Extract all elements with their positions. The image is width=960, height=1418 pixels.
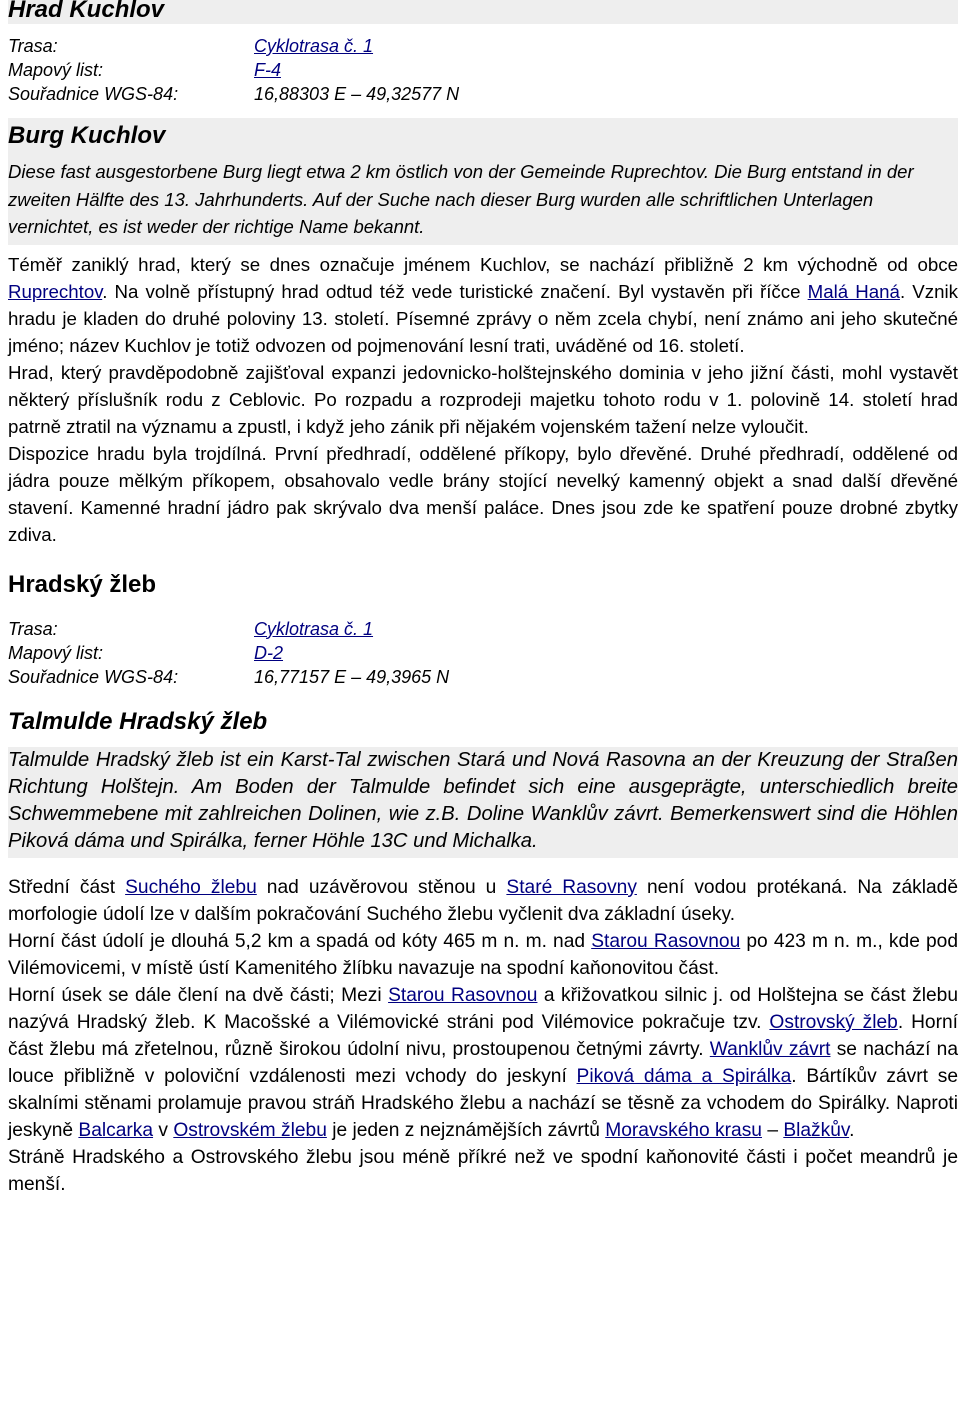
cz-text-zleb bbox=[8, 874, 958, 1198]
de-title-kuchlov: Burg Kuchlov bbox=[8, 118, 958, 158]
map-label: Mapový list: bbox=[8, 60, 104, 80]
link-ostrovskem-zlebu[interactable]: Ostrovském žlebu bbox=[173, 1119, 327, 1141]
text-run: . bbox=[849, 1119, 855, 1141]
section-title-kuchlov: Hrad Kuchlov bbox=[8, 0, 958, 24]
cz-text-kuchlov bbox=[8, 251, 958, 548]
text-run: Horní úsek se dále člení na dvě části; Mezi bbox=[8, 984, 389, 1006]
text-run: není vodou protékaná. Na základě morfologie údolí lze v dalším pokračování Suchého žlebu vyčlenit dva základní úseky. bbox=[8, 876, 959, 925]
coord-value: 16,77157 E – 49,3965 N bbox=[254, 666, 450, 687]
coord-value: 16,88303 E – 49,32577 N bbox=[254, 84, 460, 104]
link-ostrovsky-zleb[interactable]: Ostrovský žleb bbox=[769, 1011, 898, 1033]
trasa-label: Trasa: bbox=[8, 36, 58, 56]
map-link[interactable]: D-2 bbox=[254, 642, 284, 663]
text-run: . Bártíkův závrt se skalními stěnami prolamuje pravou stráň Hradského žlebu a nachází se těsně za vchodem do Spirálky. Naproti jeskyně bbox=[8, 1065, 958, 1141]
cz-paragraph: Stráně Hradského a Ostrovského žlebu jsou méně příkré než ve spodní kaňonovité části i počet meandrů je menší. bbox=[8, 1146, 958, 1195]
text-run: . Vznik hradu je kladen do druhé poloviny 13. století. Písemné zprávy o něm zcela chybí, není známo ani jeho skutečné jméno; název Kuchlov je totiž odvozen od pojmenování lesní trati, uváděné od 16. století. bbox=[8, 280, 958, 356]
de-text-kuchlov: Diese fast ausgestorbene Burg liegt etwa 2 km östlich von der Gemeinde Ruprechtov. Die Burg entstand in der zweiten Hälfte des 13. Jahrhunderts. Auf der Suche nach dieser Burg wurden alle schriftlichen Unterlagen vernichtet, es ist weder der richtige Name bekannt. bbox=[8, 158, 958, 245]
coord-label: Souřadnice WGS-84: bbox=[8, 84, 179, 104]
trasa-label: Trasa: bbox=[8, 618, 58, 639]
map-link[interactable]: F-4 bbox=[254, 60, 281, 80]
link-stare-rasovny[interactable]: Staré Rasovny bbox=[506, 876, 637, 898]
text-run: Střední část bbox=[8, 876, 126, 898]
cz-paragraph bbox=[8, 928, 958, 982]
text-run: Téměř zaniklý hrad, který se dnes označuje jménem Kuchlov, se nachází přibližně 2 km východně od obce bbox=[8, 253, 958, 275]
link-ruprechtov[interactable]: Ruprechtov bbox=[8, 280, 103, 302]
document-page bbox=[8, 0, 958, 1198]
de-text-zleb: Talmulde Hradský žleb ist ein Karst-Tal zwischen Stará und Nová Rasovna an der Kreuzung der Straßen Richtung Holštejn. Am Boden der Talmulde befindet sich eine ausgeprägte, unterschiedlich breite Schwemmebene mit zahlreichen Dolinen, wie z.B. Doline Wanklův závrt. Bemerkenswert sind die Höhlen Piková dáma und Spirálka, ferner Höhle 13C und Michalka. bbox=[8, 747, 958, 858]
link-starou-rasovnou[interactable]: Starou Rasovnou bbox=[388, 984, 538, 1006]
link-mala-hana[interactable]: Malá Haná bbox=[807, 280, 900, 302]
cz-paragraph bbox=[8, 251, 958, 359]
link-starou-rasovnou[interactable]: Starou Rasovnou bbox=[591, 930, 741, 952]
cz-paragraph: Hrad, který pravděpodobně zajišťoval expanzi jedovnicko-holštejnského dominia v jeho jižní části, mohl vystavět některý příslušník rodu z Ceblovic. Po rozpadu a rozprodeji majetku tohoto rodu v 1. polovině 14. století hrad patrně ztratil na významu a zpustl, i když jeho zánik při nějakém vojenském tažení nelze vyloučit. bbox=[8, 361, 958, 437]
trasa-link[interactable]: Cyklotrasa č. 1 bbox=[254, 36, 374, 56]
trasa-link[interactable]: Cyklotrasa č. 1 bbox=[254, 618, 374, 639]
link-wankluv-zavrt[interactable]: Wanklův závrt bbox=[709, 1038, 831, 1060]
link-moravskeho-krasu[interactable]: Moravského krasu bbox=[605, 1119, 762, 1141]
de-title-zleb: Talmulde Hradský žleb bbox=[8, 707, 268, 735]
text-run: Horní část údolí je dlouhá 5,2 km a spadá od kóty 465 m n. m. nad bbox=[8, 930, 592, 952]
text-run: je jeden z nejznámějších závrtů bbox=[326, 1119, 606, 1141]
info-block-zleb bbox=[8, 617, 958, 689]
text-run: – bbox=[761, 1119, 784, 1141]
link-sucheho-zlebu[interactable]: Suchého žlebu bbox=[125, 876, 257, 898]
cz-paragraph bbox=[8, 874, 958, 928]
link-pikova-dama[interactable]: Piková dáma a Spirálka bbox=[576, 1065, 792, 1087]
info-block-kuchlov bbox=[8, 34, 958, 106]
text-run: po 423 m n. m., kde pod Vilémovicemi, v místě ústí Kamenitého žlíbku navazuje na spodní kaňonovitou část. bbox=[8, 930, 958, 979]
text-run: a křižovatkou silnic j. od Holštejna se část žlebu nazývá Hradský žleb. K Macošské a Vilémovické stráni pod Vilémovice pokračuje tzv. bbox=[8, 984, 959, 1033]
cz-paragraph: Dispozice hradu byla trojdílná. První předhradí, oddělené příkopy, bylo dřevěné. Druhé předhradí, oddělené od jádra pouze mělkým příkopem, obsahovalo vedle brány stojící nevelký kamenný objekt a snad další dřevěné stavení. Kamenné hradní jádro pak skrývalo dva menší paláce. Dnes jsou zde ke spatření pouze drobné zbytky zdiva. bbox=[8, 442, 958, 545]
link-balcarka[interactable]: Balcarka bbox=[78, 1119, 154, 1141]
text-run: v bbox=[153, 1119, 174, 1141]
coord-label: Souřadnice WGS-84: bbox=[8, 666, 179, 687]
text-run: se nachází na louce přibližně v poloviční vzdálenosti mezi vchody do jeskyní bbox=[8, 1038, 958, 1087]
text-run: . Horní část žlebu má zřetelnou, různě širokou údolní nivu, prostoupenou četnými závrty. bbox=[8, 1011, 958, 1060]
section-title-zleb: Hradský žleb bbox=[8, 570, 157, 598]
text-run: nad uzávěrovou stěnou u bbox=[256, 876, 507, 898]
map-label: Mapový list: bbox=[8, 642, 104, 663]
cz-paragraph bbox=[8, 982, 958, 1144]
link-blazkuv[interactable]: Blažkův bbox=[783, 1119, 850, 1141]
text-run: . Na volně přístupný hrad odtud též vede turistické značení. Byl vystavěn při říčce bbox=[102, 280, 808, 302]
